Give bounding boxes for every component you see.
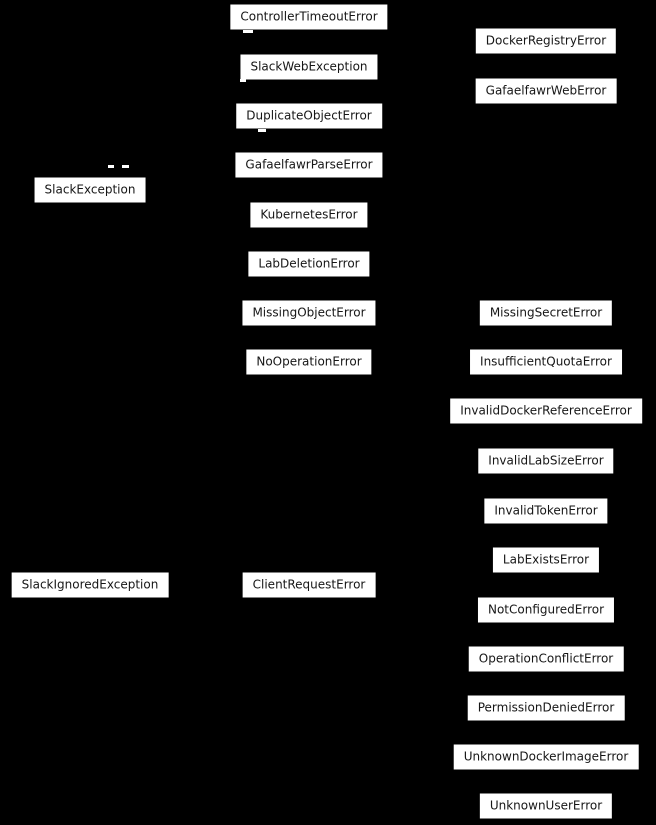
class-node-OperationConflictError[interactable]: OperationConflictError <box>469 647 624 672</box>
class-node-DockerRegistryError[interactable]: DockerRegistryError <box>476 29 616 54</box>
class-node-SlackIgnoredException[interactable]: SlackIgnoredException <box>12 573 169 598</box>
class-node-UnknownDockerImageError[interactable]: UnknownDockerImageError <box>454 745 639 770</box>
edge-arrowhead-artifact <box>258 129 266 132</box>
class-node-MissingSecretError[interactable]: MissingSecretError <box>480 301 612 326</box>
class-node-MissingObjectError[interactable]: MissingObjectError <box>242 301 375 326</box>
class-node-InvalidLabSizeError[interactable]: InvalidLabSizeError <box>478 449 613 474</box>
class-node-InsufficientQuotaError[interactable]: InsufficientQuotaError <box>470 350 622 375</box>
class-node-DuplicateObjectError[interactable]: DuplicateObjectError <box>236 104 382 129</box>
class-node-PermissionDeniedError[interactable]: PermissionDeniedError <box>468 696 625 721</box>
class-node-InvalidTokenError[interactable]: InvalidTokenError <box>484 499 607 524</box>
edge-arrowhead-artifact <box>122 165 129 168</box>
class-node-LabExistsError[interactable]: LabExistsError <box>493 548 599 573</box>
edge-arrowhead-artifact <box>243 30 253 33</box>
class-node-LabDeletionError[interactable]: LabDeletionError <box>248 252 369 277</box>
class-node-NotConfiguredError[interactable]: NotConfiguredError <box>478 598 614 623</box>
class-node-GafaelfawrWebError[interactable]: GafaelfawrWebError <box>476 79 617 104</box>
class-node-InvalidDockerReferenceError[interactable]: InvalidDockerReferenceError <box>450 399 642 424</box>
edge-arrowhead-artifact <box>108 165 114 168</box>
class-node-GafaelfawrParseError[interactable]: GafaelfawrParseError <box>235 153 382 178</box>
class-node-KubernetesError[interactable]: KubernetesError <box>250 203 367 228</box>
class-node-SlackWebException[interactable]: SlackWebException <box>240 55 377 80</box>
class-node-ControllerTimeoutError[interactable]: ControllerTimeoutError <box>230 5 387 30</box>
class-node-ClientRequestError[interactable]: ClientRequestError <box>243 573 376 598</box>
edge-arrowhead-artifact <box>240 79 246 82</box>
class-node-SlackException[interactable]: SlackException <box>35 178 146 203</box>
edge-arrowhead-artifact <box>277 153 284 156</box>
class-node-NoOperationError[interactable]: NoOperationError <box>246 350 371 375</box>
class-node-UnknownUserError[interactable]: UnknownUserError <box>480 794 612 819</box>
